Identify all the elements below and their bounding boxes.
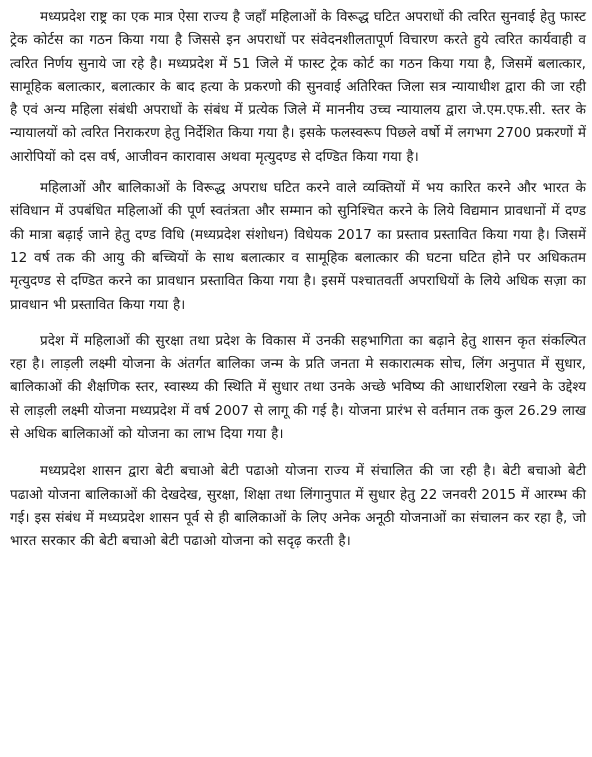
- paragraph-beti-bachao-beti-padhao: मध्यप्रदेश शासन द्वारा बेटी बचाओ बेटी पढाओ योजना राज्य में संचालित की जा रही है। बेटी बचाओ बेटी पढाओ योजना बालिकाओं की देखदेख, सुरक्षा, शिक्षा तथा लिंगानुपात में सुधार हेतु 22 जनवरी 2015 में आरम्भ की गई। इस संबंध में मध्यप्रदेश शासन पूर्व से ही बालिकाओं के लिए अनेक अनूठी योजनाओं का संचालन कर रहा है, जो भारत सरकार की बेटी बचाओ बेटी पढाओ योजना को सदृढ़ करती है।: [10, 463, 586, 550]
- paragraph-fast-track-courts: मध्यप्रदेश राष्ट्र का एक मात्र ऐसा राज्य है जहॉं महिलाओं के विरूद्ध घटित अपराधों की त्वरित सुनवाई हेतु फास्ट ट्रेक कोर्टस का गठन किया गया है जिससे इन अपराधों पर संवेदनशीलतापूर्ण विचारण करते हुये त्वरित कार्यवाही व त्वरित निर्णय सुनाये जा रहे है। मध्यप्रदेश में 51 जिले में फास्ट ट्रेक कोर्ट का गठन किया गया है, जिसमें बलात्कार, सामूहिक बलात्कार, बलात्कार के बाद हत्या के प्रकरणो की सुनवाई अतिरिक्त जिला सत्र न्यायाधीश द्वारा की जा रही है एवं अन्य महिला संबंधी अपराधों के संबंध में प्रत्येक जिले में माननीय उच्च न्यायालय द्वारा जे.एम.एफ.सी. स्तर के न्यायालयों को त्वरित निराकरण हेतु निर्देशित किया गया है। इसके फलस्वरूप पिछले वर्षो में लगभग 2700 प्रकरणों में आरोपियों को दस वर्ष, आजीवन कारावास अथवा मृत्युदण्ड से दण्डित किया गया है।: [10, 9, 586, 165]
- paragraph-penal-law-amendment: महिलाओं और बालिकाओं के विरूद्ध अपराध घटित करने वाले व्यक्तियों में भय कारित करने और भारत के संविधान में उपबंधित महिलाओं की पूर्ण स्वतंत्रता और सम्मान को सुनिश्चित करने के लिये विद्यमान प्रावधानों में दण्ड की मात्रा बढ़ाई जाने हेतु दण्ड विधि (मध्यप्रदेश संशोधन) विधेयक 2017 का प्रस्ताव प्रस्तावित किया गया है। जिसमें 12 वर्ष तक की आयु की बच्चियों के साथ बलात्कार व सामूहिक बलात्कार की घटना घटित होने पर अधिकतम मृत्युदण्ड से दण्डित करने का प्रावधान प्रस्तावित किया गया है। इसमें पश्चातवर्ती अपराधियों के लिये अधिक सज़ा का प्रावधान भी प्रस्तावित किया गया है।: [10, 180, 586, 313]
- paragraph-ladli-laxmi-yojana: प्रदेश में महिलाओं की सुरक्षा तथा प्रदेश के विकास में उनकी सहभागिता का बढ़ाने हेतु शासन कृत संकल्पित रहा है। लाड़ली लक्ष्मी योजना के अंतर्गत बालिका जन्म के प्रति जनता मे सकारात्मक सोच, लिंग अनुपात में सुधार, बालिकाओं की शैक्षणिक स्तर, स्वास्थ्य की स्थिति में सुधार तथा उनके अच्छे भविष्य की आधारशिला रखने के उद्देश्य से लाड़ली लक्ष्मी योजना मध्यप्रदेश में वर्ष 2007 से लागू की गई है। योजना प्रारंभ से वर्तमान तक कुल 26.29 लाख से अधिक बालिकाओं को योजना का लाभ दिया गया है।: [10, 332, 586, 443]
